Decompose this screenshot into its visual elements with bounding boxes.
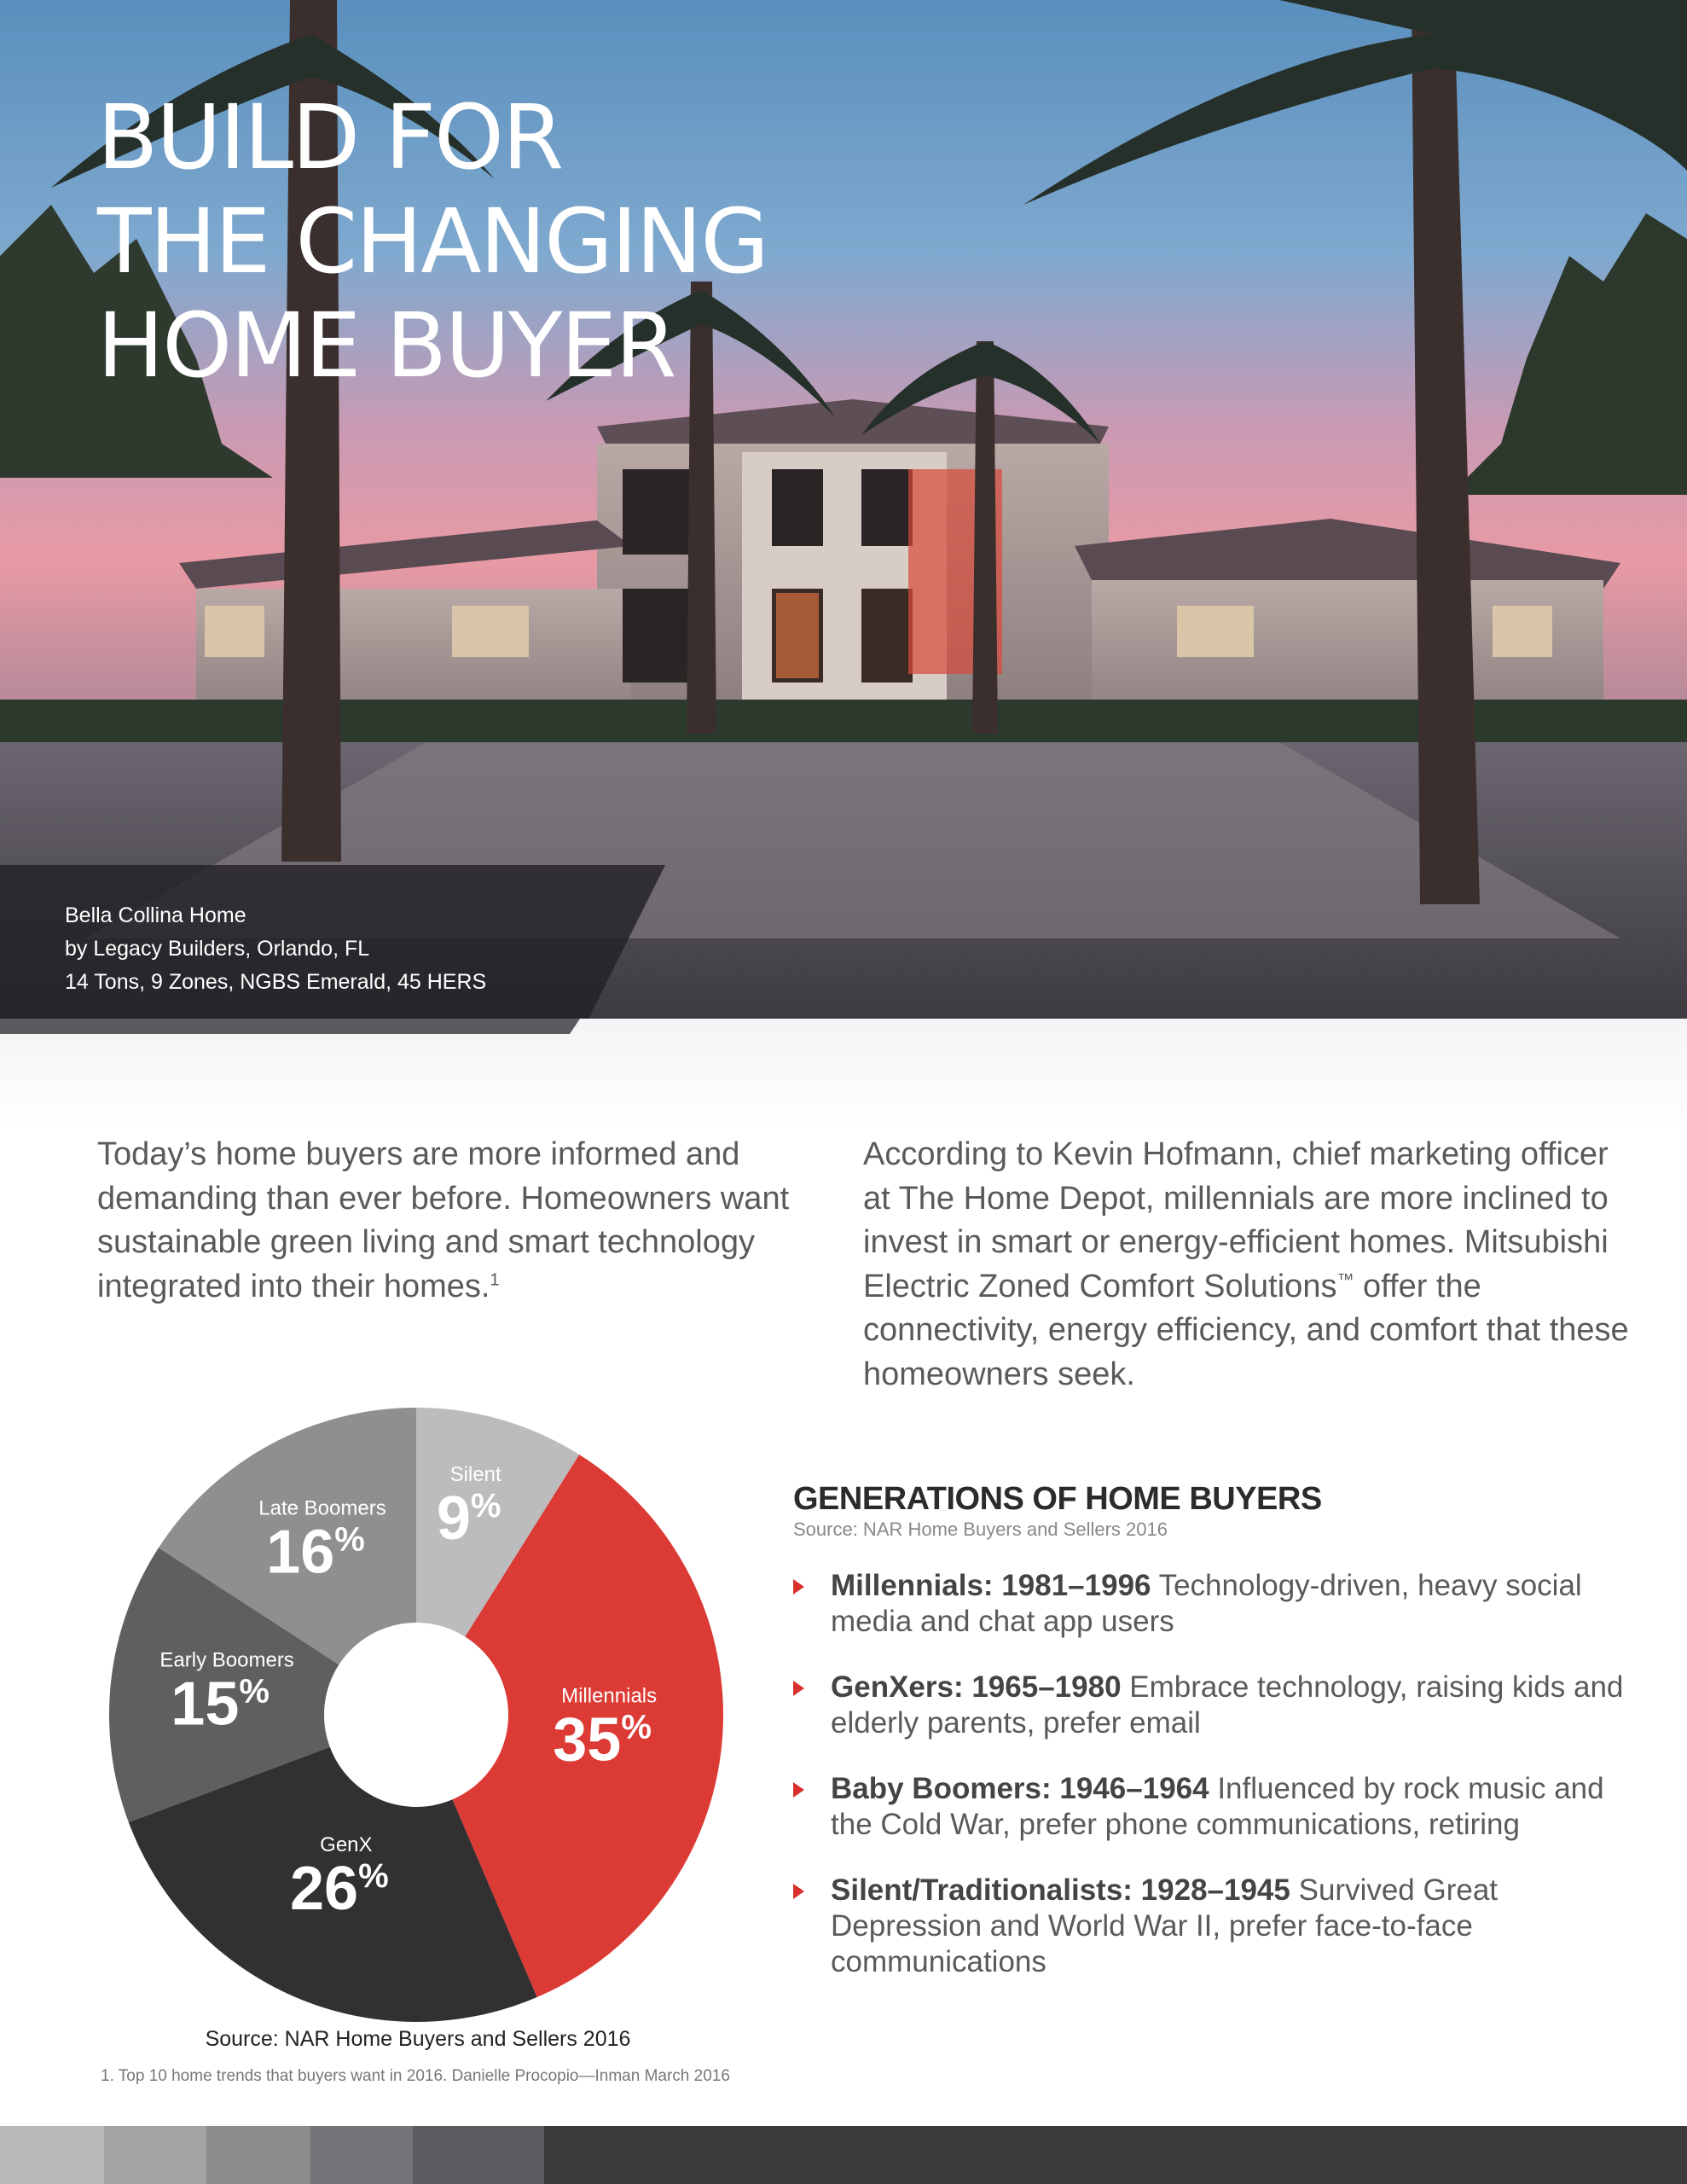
- pie-value-label: 9%: [436, 1484, 501, 1553]
- footnote: 1. Top 10 home trends that buyers want in 2016. Danielle Procopio—Inman March 2016: [101, 2067, 730, 2085]
- generation-heading: Baby Boomers: 1946–1964: [831, 1772, 1209, 1805]
- intro-right-text-a: According to Kevin Hofmann, chief marketing officer at The Home Depot, millennials are more inclined to invest in smart or energy-efficient homes. Mitsubishi Electric Zoned Comfort Solutions: [863, 1136, 1609, 1304]
- hero-title-line-2: THE CHANGING: [97, 189, 768, 293]
- intro-left-text: Today’s home buyers are more informed and demanding than ever before. Homeowners want sustainable green living and smart technology integrated into their homes.: [97, 1136, 790, 1304]
- strip-block-6: [544, 2126, 1687, 2184]
- caption-line-3: 14 Tons, 9 Zones, NGBS Emerald, 45 HERS: [65, 970, 487, 994]
- generations-source: Source: NAR Home Buyers and Sellers 2016: [793, 1519, 1168, 1540]
- strip-block-3: [206, 2126, 310, 2184]
- pie-category-label: Silent: [449, 1462, 501, 1486]
- triangle-bullet-icon: [793, 1579, 804, 1594]
- pie-value-label: 26%: [290, 1854, 389, 1923]
- caption-line-1: Bella Collina Home: [65, 903, 246, 927]
- generation-heading: Silent/Traditionalists: 1928–1945: [831, 1873, 1290, 1907]
- pie-category-label: Early Boomers: [159, 1648, 294, 1672]
- caption-line-2: by Legacy Builders, Orlando, FL: [65, 937, 370, 961]
- generations-pie-chart: [101, 1399, 732, 2030]
- hero-title-line-1: BUILD FOR: [97, 85, 563, 189]
- intro-right-paragraph: [863, 1133, 1631, 1397]
- intro-right-text-b: offer the connectivity, energy efficiency, and comfort that these homeowners seek.: [863, 1268, 1629, 1392]
- generation-description: Embrace technology, raising kids and elderly parents, prefer email: [831, 1670, 1624, 1740]
- generation-item-genxers: [793, 1670, 1646, 1741]
- footer-color-strip: [0, 2126, 1687, 2184]
- hero-fade: [0, 1019, 1687, 1130]
- hero-title: [97, 85, 768, 398]
- generation-heading: GenXers: 1965–1980: [831, 1670, 1122, 1704]
- pie-category-label: GenX: [320, 1833, 373, 1856]
- generation-description: Technology-driven, heavy social media and chat app users: [831, 1569, 1582, 1638]
- footnote-marker: 1: [490, 1269, 500, 1289]
- generation-heading: Millennials: 1981–1996: [831, 1569, 1151, 1602]
- generations-list: [793, 1568, 1646, 2010]
- generation-item-millennials: [793, 1568, 1646, 1640]
- pie-value-label: 16%: [266, 1518, 365, 1587]
- triangle-bullet-icon: [793, 1681, 804, 1696]
- hero-title-line-3: HOME BUYER: [97, 293, 675, 398]
- hero-photo: [0, 0, 1687, 1019]
- generation-item-baby-boomers: [793, 1771, 1646, 1843]
- intro-left-paragraph: [97, 1133, 831, 1309]
- strip-block-5: [413, 2126, 544, 2184]
- generation-description: Influenced by rock music and the Cold War, prefer phone communications, retiring: [831, 1772, 1604, 1841]
- triangle-bullet-icon: [793, 1782, 804, 1798]
- strip-block-2: [104, 2126, 206, 2184]
- strip-block-1: [0, 2126, 104, 2184]
- pie-value-label: 35%: [553, 1705, 652, 1774]
- generation-item-silent: [793, 1873, 1646, 1980]
- triangle-bullet-icon: [793, 1884, 804, 1899]
- pie-value-label: 15%: [171, 1670, 270, 1739]
- generation-description: Survived Great Depression and World War II, prefer face-to-face communications: [831, 1873, 1499, 1978]
- trademark-symbol: ™: [1336, 1269, 1354, 1289]
- pie-source: Source: NAR Home Buyers and Sellers 2016: [205, 2027, 631, 2051]
- photo-caption: [65, 899, 486, 999]
- generations-title: GENERATIONS OF HOME BUYERS: [793, 1481, 1322, 1517]
- pie-donut-hole: [324, 1623, 508, 1807]
- pie-category-label: Millennials: [561, 1684, 658, 1708]
- pie-category-label: Late Boomers: [258, 1496, 386, 1520]
- strip-block-4: [310, 2126, 413, 2184]
